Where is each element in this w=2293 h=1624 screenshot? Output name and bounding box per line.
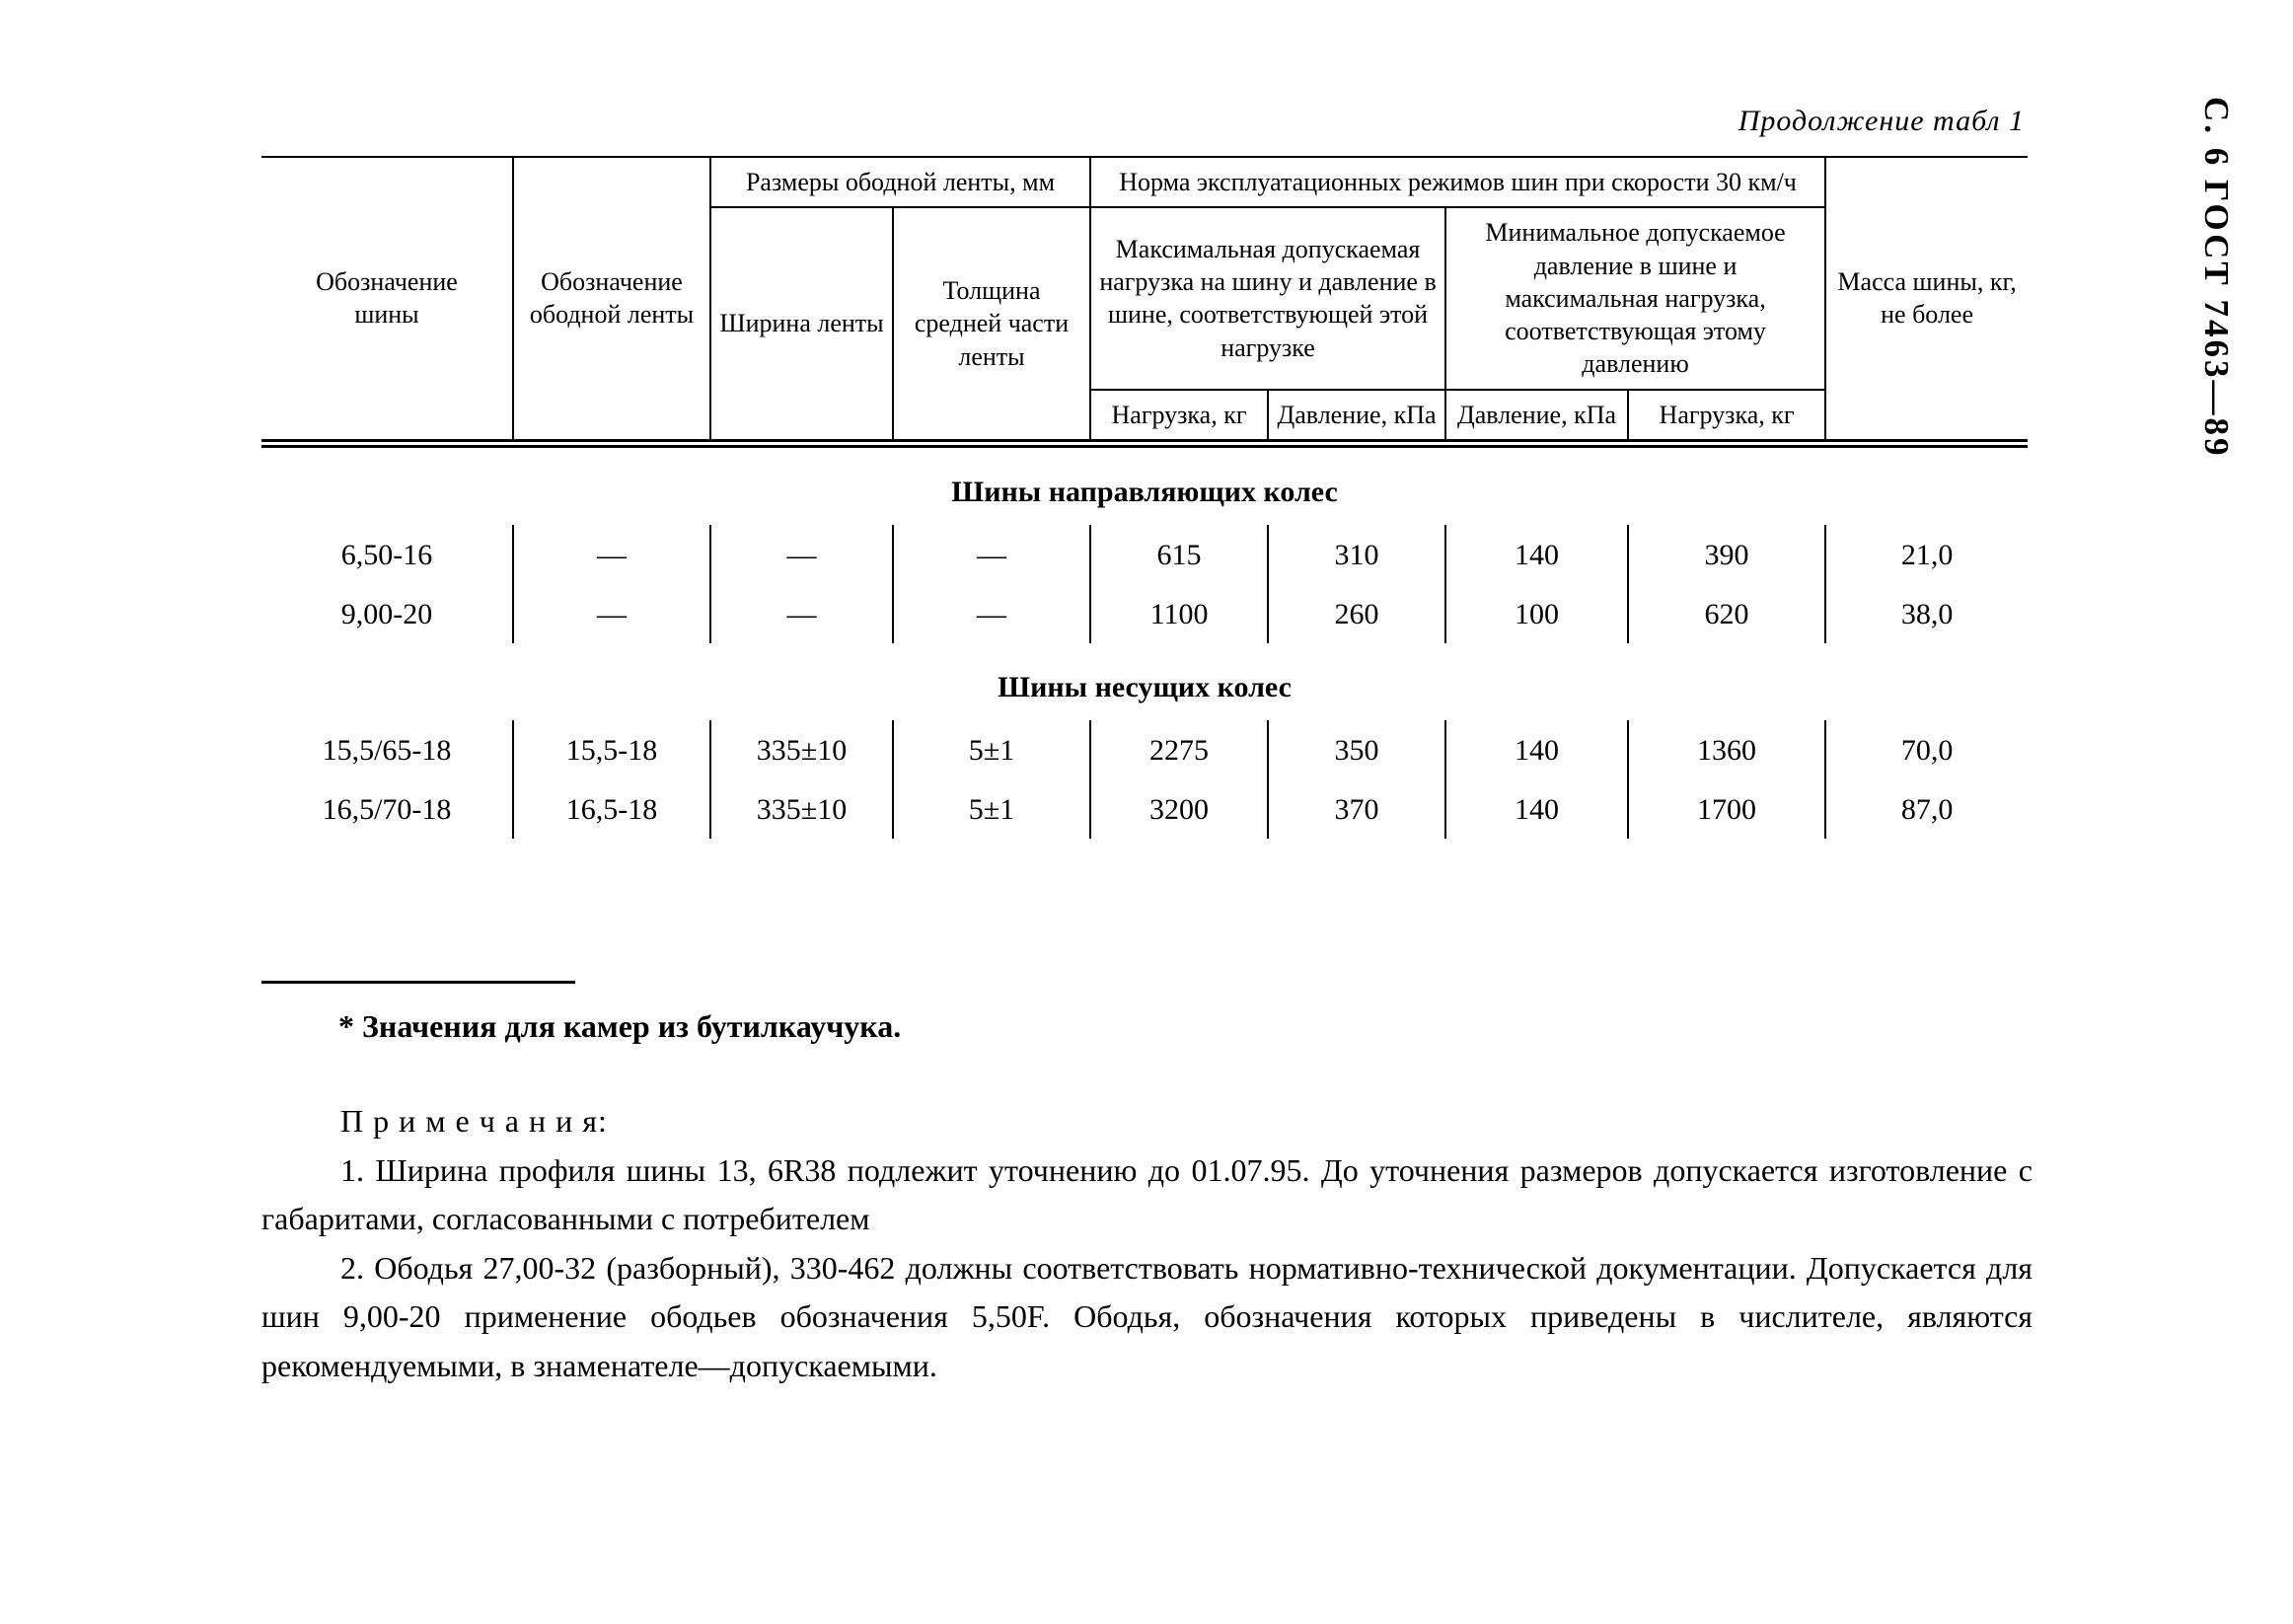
table-cell: 6,50-16: [261, 525, 513, 584]
table-cell: 335±10: [710, 720, 893, 779]
table-cell: —: [893, 584, 1090, 643]
col-header-pressure-1: Давление, кПа: [1268, 390, 1445, 444]
section-row-load-bearing: [261, 643, 2028, 720]
col-group-operating-modes: Норма эксплуатационных режимов шин при скорости 30 км/ч: [1090, 157, 1825, 207]
col-group-min-pressure: Минимальное допускаемое давление в шине и максимальная нагрузка, соответствующая этому давлению: [1445, 207, 1825, 389]
table-cell: 350: [1268, 720, 1445, 779]
table-header: [261, 157, 2028, 443]
table-cell: 1360: [1628, 720, 1825, 779]
col-header-mass: Масса шины, кг, не более: [1825, 157, 2028, 443]
table-cell: 38,0: [1825, 584, 2028, 643]
table-row: [261, 779, 2028, 839]
table-cell: 1100: [1090, 584, 1268, 643]
table-row: [261, 525, 2028, 584]
table-row: [261, 720, 2028, 779]
table-cell: —: [893, 525, 1090, 584]
table-cell: 21,0: [1825, 525, 2028, 584]
table-row: [261, 584, 2028, 643]
col-header-band-designation: Обозначение ободной ленты: [513, 157, 710, 443]
table-cell: —: [513, 584, 710, 643]
table-cell: 15,5/65-18: [261, 720, 513, 779]
tire-spec-table: [261, 156, 2028, 839]
table-cell: 100: [1445, 584, 1628, 643]
table-cell: —: [513, 525, 710, 584]
table-cell: 140: [1445, 525, 1628, 584]
col-group-max-load: Максимальная допускаемая нагрузка на шину и давление в шине, соответствующей этой нагрузке: [1090, 207, 1445, 389]
table-cell: 1700: [1628, 779, 1825, 839]
table-cell: 5±1: [893, 779, 1090, 839]
header-row-1: [261, 157, 2028, 207]
col-header-load-2: Нагрузка, кг: [1628, 390, 1825, 444]
table-cell: 615: [1090, 525, 1268, 584]
table-body: [261, 443, 2028, 839]
table-cell: 370: [1268, 779, 1445, 839]
col-header-band-width: Ширина ленты: [710, 207, 893, 443]
col-header-band-thickness: Толщина средней части ленты: [893, 207, 1090, 443]
table-cell: 140: [1445, 779, 1628, 839]
notes-block: [261, 1097, 2033, 1391]
col-header-tire-designation: Обозначение шины: [261, 157, 513, 443]
table-cell: 390: [1628, 525, 1825, 584]
note-item-2: 2. Ободья 27,00-32 (разборный), 330-462 должны соответствовать нормативно-технической документации. Допускается для шин 9,00-20 применение ободьев обозначения 5,50F. Ободья, обозначения которых приведены в числителе, являются рекомендуемыми, в знаменателе—допускаемыми.: [261, 1249, 2033, 1383]
section-title: Шины направляющих колес: [951, 475, 1338, 508]
table-cell: 70,0: [1825, 720, 2028, 779]
table-cell: 16,5-18: [513, 779, 710, 839]
table-continuation-label: Продолжение табл 1: [1738, 105, 2025, 137]
table-cell: 140: [1445, 720, 1628, 779]
table-cell: 335±10: [710, 779, 893, 839]
footnote-text: * Значения для камер из бутилкаучука.: [338, 1008, 902, 1044]
page-edge-gost-label: С. 6 ГОСТ 7463—89: [2197, 97, 2236, 459]
table-cell: 87,0: [1825, 779, 2028, 839]
note-item-1: 1. Ширина профиля шины 13, 6R38 подлежит уточнению до 01.07.95. До уточнения размеров допускается изготовление с габаритами, согласованными с потребителем: [261, 1151, 2033, 1237]
table-cell: 310: [1268, 525, 1445, 584]
col-header-pressure-2: Давление, кПа: [1445, 390, 1628, 444]
table-cell: 9,00-20: [261, 584, 513, 643]
table-cell: 2275: [1090, 720, 1268, 779]
table-cell: 3200: [1090, 779, 1268, 839]
section-title: Шины несущих колес: [998, 670, 1292, 703]
table-cell: 16,5/70-18: [261, 779, 513, 839]
table-cell: —: [710, 525, 893, 584]
section-row-steering: [261, 443, 2028, 525]
footnote-divider: [261, 981, 575, 984]
table-cell: 5±1: [893, 720, 1090, 779]
notes-heading: П р и м е ч а н и я:: [340, 1103, 608, 1139]
table-cell: 15,5-18: [513, 720, 710, 779]
table-cell: 620: [1628, 584, 1825, 643]
col-header-load-1: Нагрузка, кг: [1090, 390, 1268, 444]
col-group-band-sizes: Размеры ободной ленты, мм: [710, 157, 1090, 207]
table-cell: 260: [1268, 584, 1445, 643]
table-cell: —: [710, 584, 893, 643]
